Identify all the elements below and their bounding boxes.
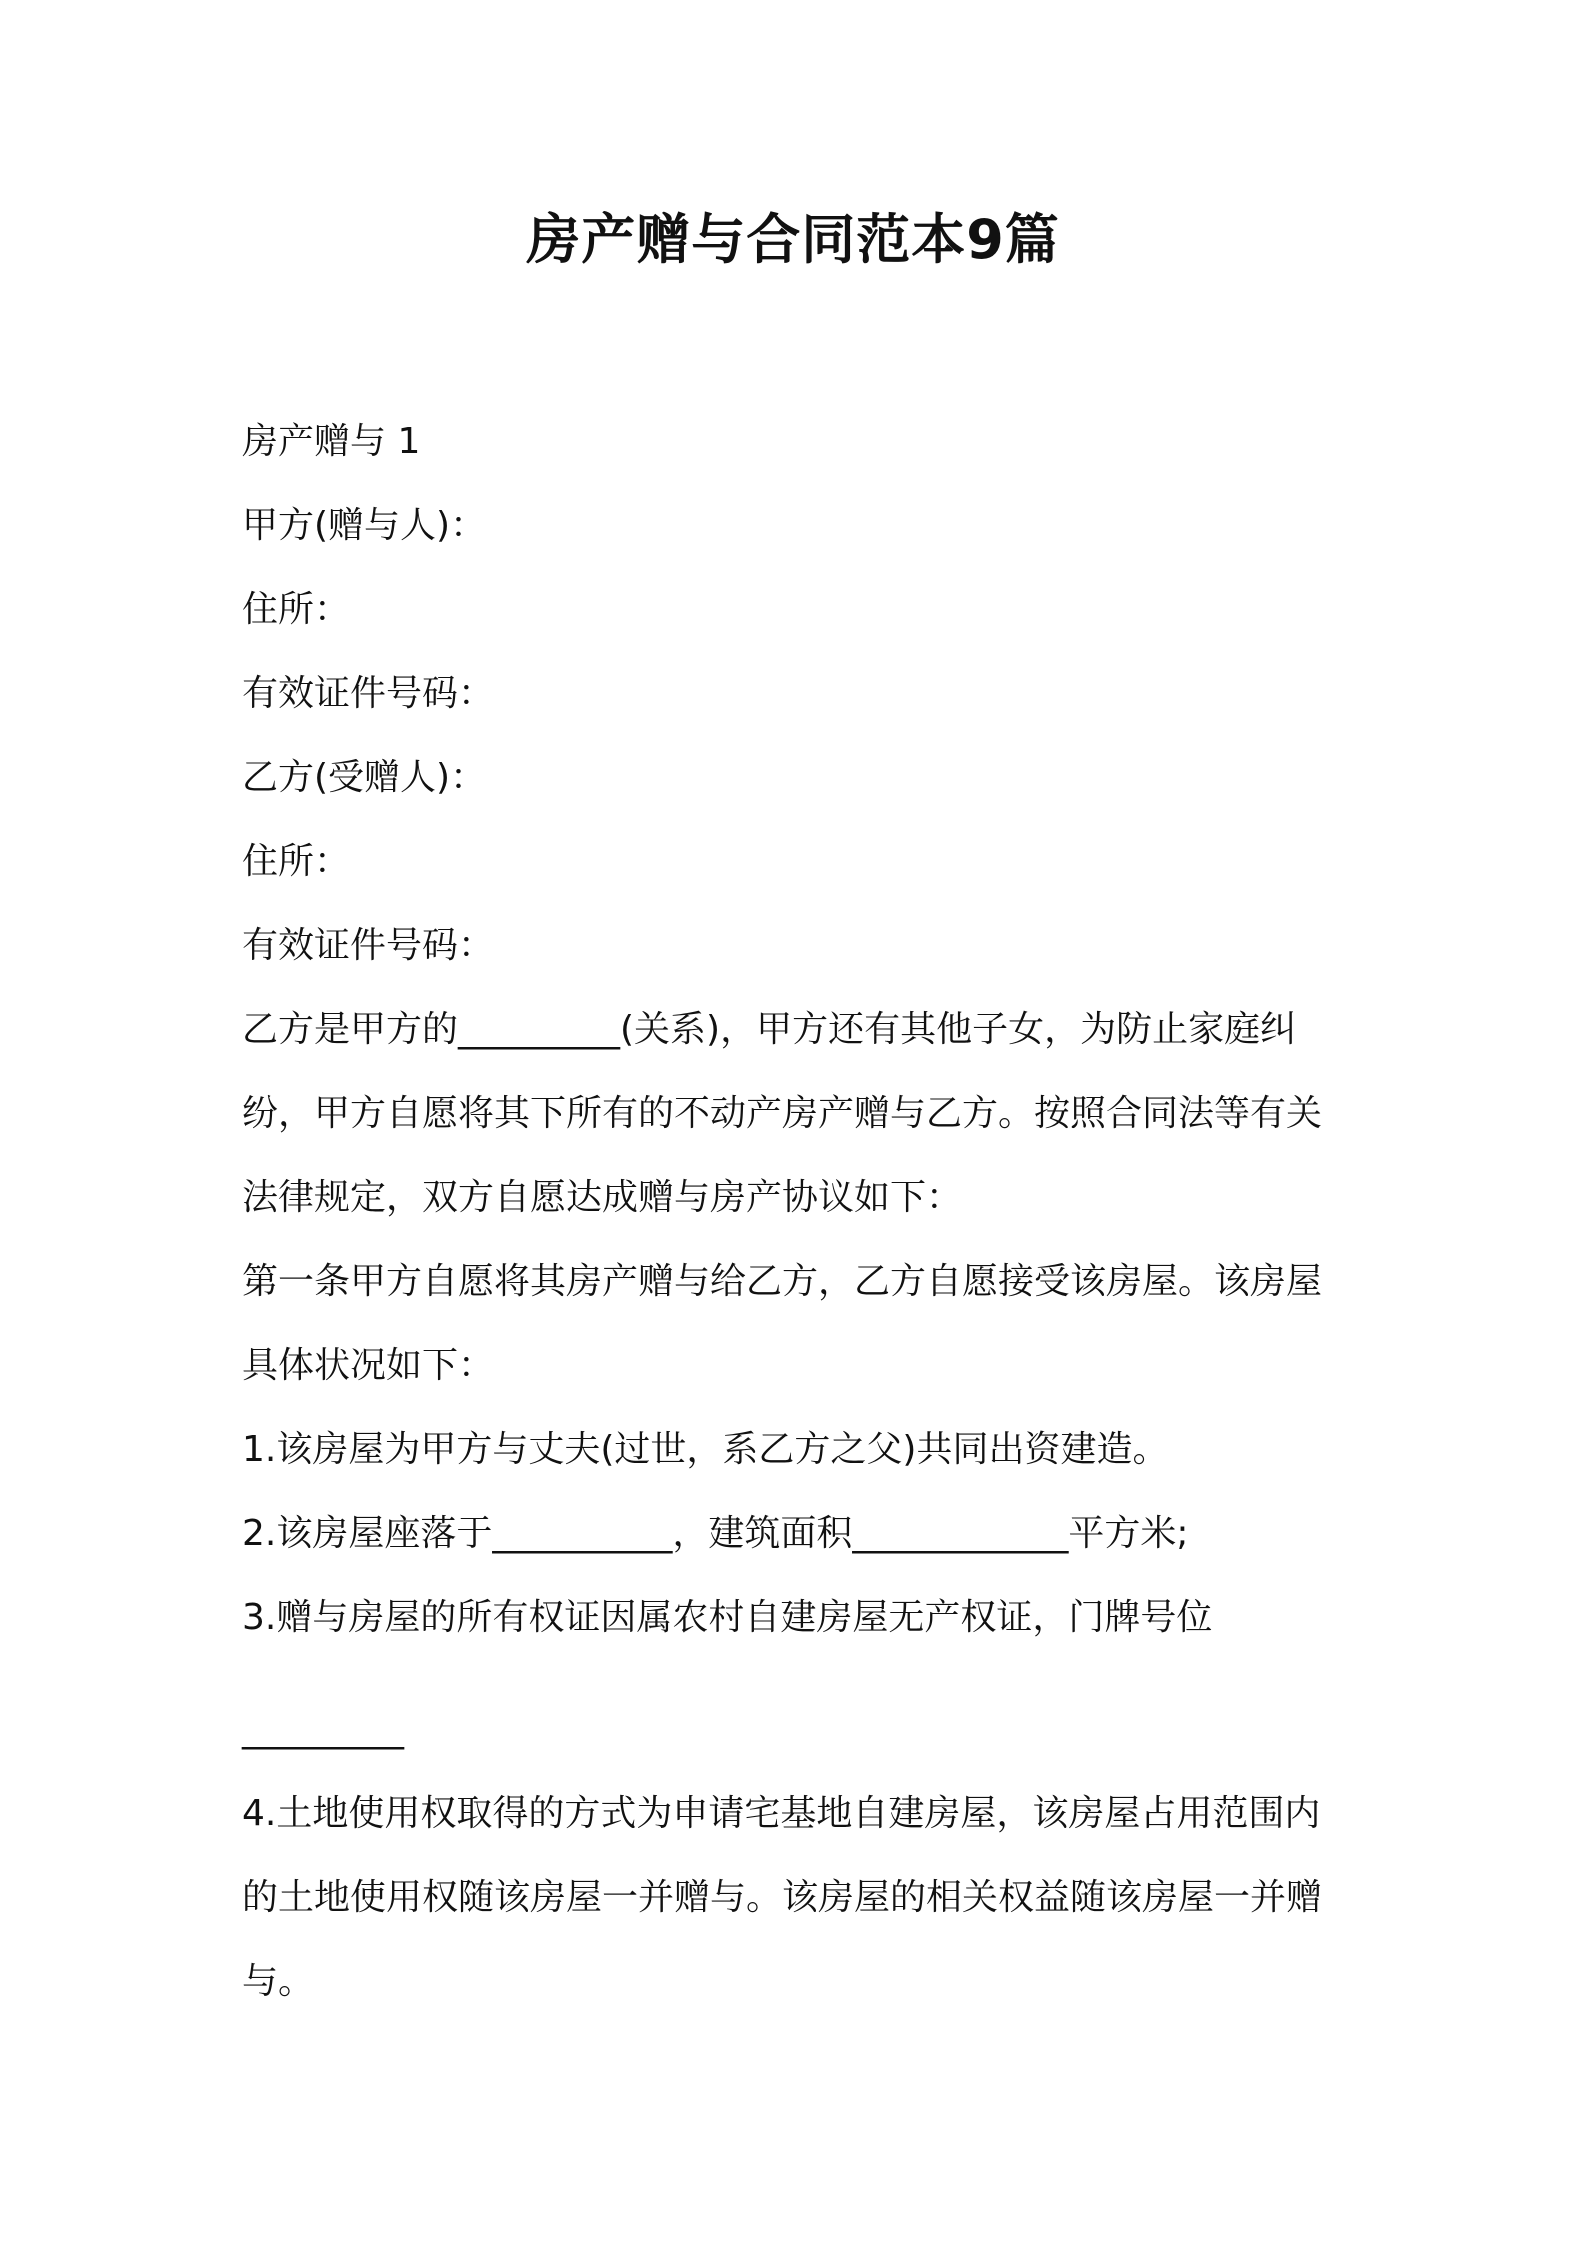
party-a-address-label: 住所： (242, 589, 351, 630)
clause-3: 3.赠与房屋的所有权证因属农村自建房屋无产权证，门牌号位 (242, 1597, 1213, 1638)
party-b-label: 乙方(受赠人)： (242, 757, 487, 798)
clause-4-line-1: 4.土地使用权取得的方式为申请宅基地自建房屋，该房屋占用范围内 (242, 1793, 1321, 1834)
article-1-line-2: 具体状况如下： (242, 1345, 495, 1386)
party-b-address-label: 住所： (242, 841, 351, 882)
article-1-line-1: 第一条甲方自愿将其房产赠与给乙方，乙方自愿接受该房屋。该房屋 (242, 1261, 1323, 1302)
party-a-id-label: 有效证件号码： (242, 673, 495, 714)
clause-4-line-2: 的土地使用权随该房屋一并赠与。该房屋的相关权益随该房屋一并赠 (242, 1877, 1323, 1918)
preamble-line-3: 法律规定，双方自愿达成赠与房产协议如下： (242, 1177, 963, 1218)
party-b-id-label: 有效证件号码： (242, 925, 495, 966)
clause-1: 1.该房屋为甲方与丈夫(过世，系乙方之父)共同出资建造。 (242, 1429, 1169, 1470)
clause-2: 2.该房屋座落于__________，建筑面积____________平方米; (242, 1513, 1189, 1554)
clause-3-blank: _________ (242, 1709, 404, 1750)
preamble-line-1: 乙方是甲方的_________(关系)，甲方还有其他子女，为防止家庭纠 (242, 1009, 1297, 1050)
party-a-label: 甲方(赠与人)： (242, 505, 487, 546)
clause-4-line-3: 与。 (242, 1961, 315, 2002)
preamble-line-2: 纷，甲方自愿将其下所有的不动产房产赠与乙方。按照合同法等有关 (242, 1093, 1323, 1134)
document-title: 房产赠与合同范本9篇 (526, 208, 1060, 271)
section-heading: 房产赠与 1 (242, 421, 421, 462)
document-body (242, 400, 1362, 2024)
